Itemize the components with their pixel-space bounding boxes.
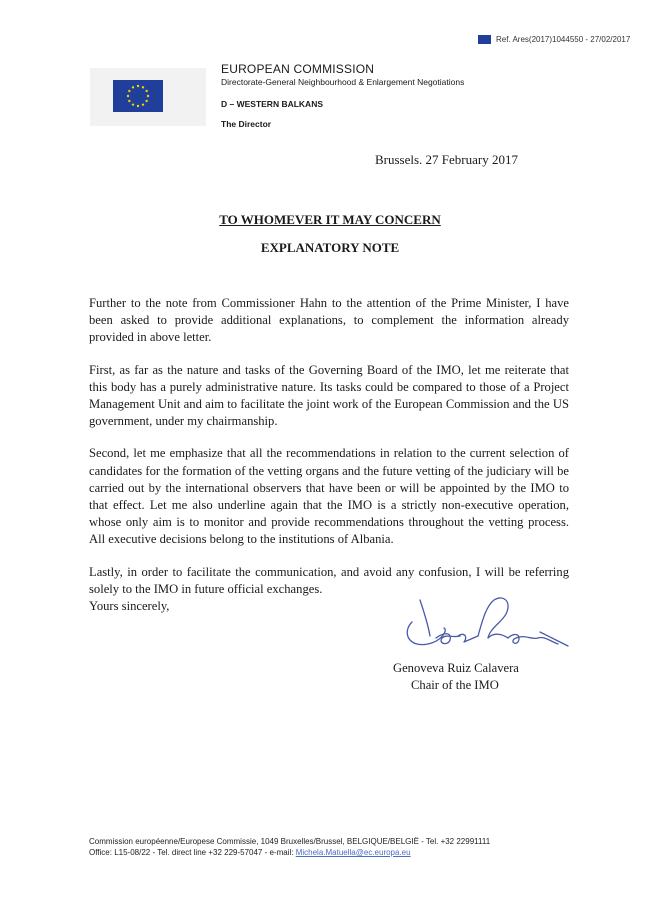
eu-star-icon [145,90,147,92]
letter-subtitle: EXPLANATORY NOTE [260,240,400,255]
eu-star-icon [145,100,147,102]
footer-contact [89,847,490,858]
eu-flag-icon [478,35,491,44]
organization-name: EUROPEAN COMMISSION [221,62,375,76]
eu-star-icon [128,100,130,102]
body-paragraph: First, as far as the nature and tasks of the Governing Board of the IMO, let me reiterate that this body has a purely administrative nature. Its tasks could be compared to those of a Project Management Unit and aim to facilitate the joint work of the European Commission and the US government, under my chairmanship. [89,362,569,429]
signer-block [393,660,519,694]
footer-address: Commission européenne/Europese Commissie, 1049 Bruxelles/Brussel, BELGIQUE/BELGIË - Tel. +32 22991111 [89,837,491,846]
eu-star-icon [127,95,129,97]
eu-star-icon [132,103,134,105]
letter-date: Brussels. 27 February 2017 [375,152,518,167]
eu-star-icon [137,85,139,87]
footer [89,836,490,858]
directorate-name: Directorate-General Neighbourhood & Enlargement Negotiations [221,77,465,87]
eu-star-icon [147,95,149,97]
footer-contact-text: Office: L15-08/22 - Tel. direct line +32 229-57047 - e-mail: [89,848,296,857]
footer-email-link[interactable]: Michela.Matuella@ec.europa.eu [295,848,411,857]
reference-number: Ref. Ares(2017)1044550 - 27/02/2017 [496,35,631,44]
eu-star-icon [137,105,139,107]
eu-logo-icon [113,80,163,112]
signer-name: Genoveva Ruiz Calavera [393,661,519,675]
division-name: D – WESTERN BALKANS [221,99,324,109]
signer-title: Chair of the IMO [411,678,499,692]
reference-stamp [478,35,630,44]
body-paragraph: Lastly, in order to facilitate the communication, and avoid any confusion, I will be referring solely to the IMO in future official exchanges. [89,564,569,596]
eu-star-icon [142,103,144,105]
handwritten-signature [398,592,573,664]
eu-star-icon [142,86,144,88]
eu-star-icon [132,86,134,88]
letterhead [221,62,464,130]
closing-salutation: Yours sincerely, [89,599,170,613]
eu-star-icon [128,90,130,92]
sender-role: The Director [221,119,272,129]
letter-title: TO WHOMEVER IT MAY CONCERN [219,212,441,227]
letter-body [89,295,569,613]
body-paragraph: Second, let me emphasize that all the recommendations in relation to the current selection of candidates for the formation of the vetting organs and the future vetting of the judiciary will be carried out by the international observers that have been or will be appointed by the IMO to that effect. Let me also underline again that the IMO is a strictly non-executive operation, whose only aim is to monitor and provide recommendations throughout the vetting process. All executive decisions belong to the institutions of Albania. [89,446,569,547]
body-paragraph: Further to the note from Commissioner Hahn to the attention of the Prime Minister, I have been asked to provide additional explanations, to complement the information already provided in above letter. [89,296,569,345]
